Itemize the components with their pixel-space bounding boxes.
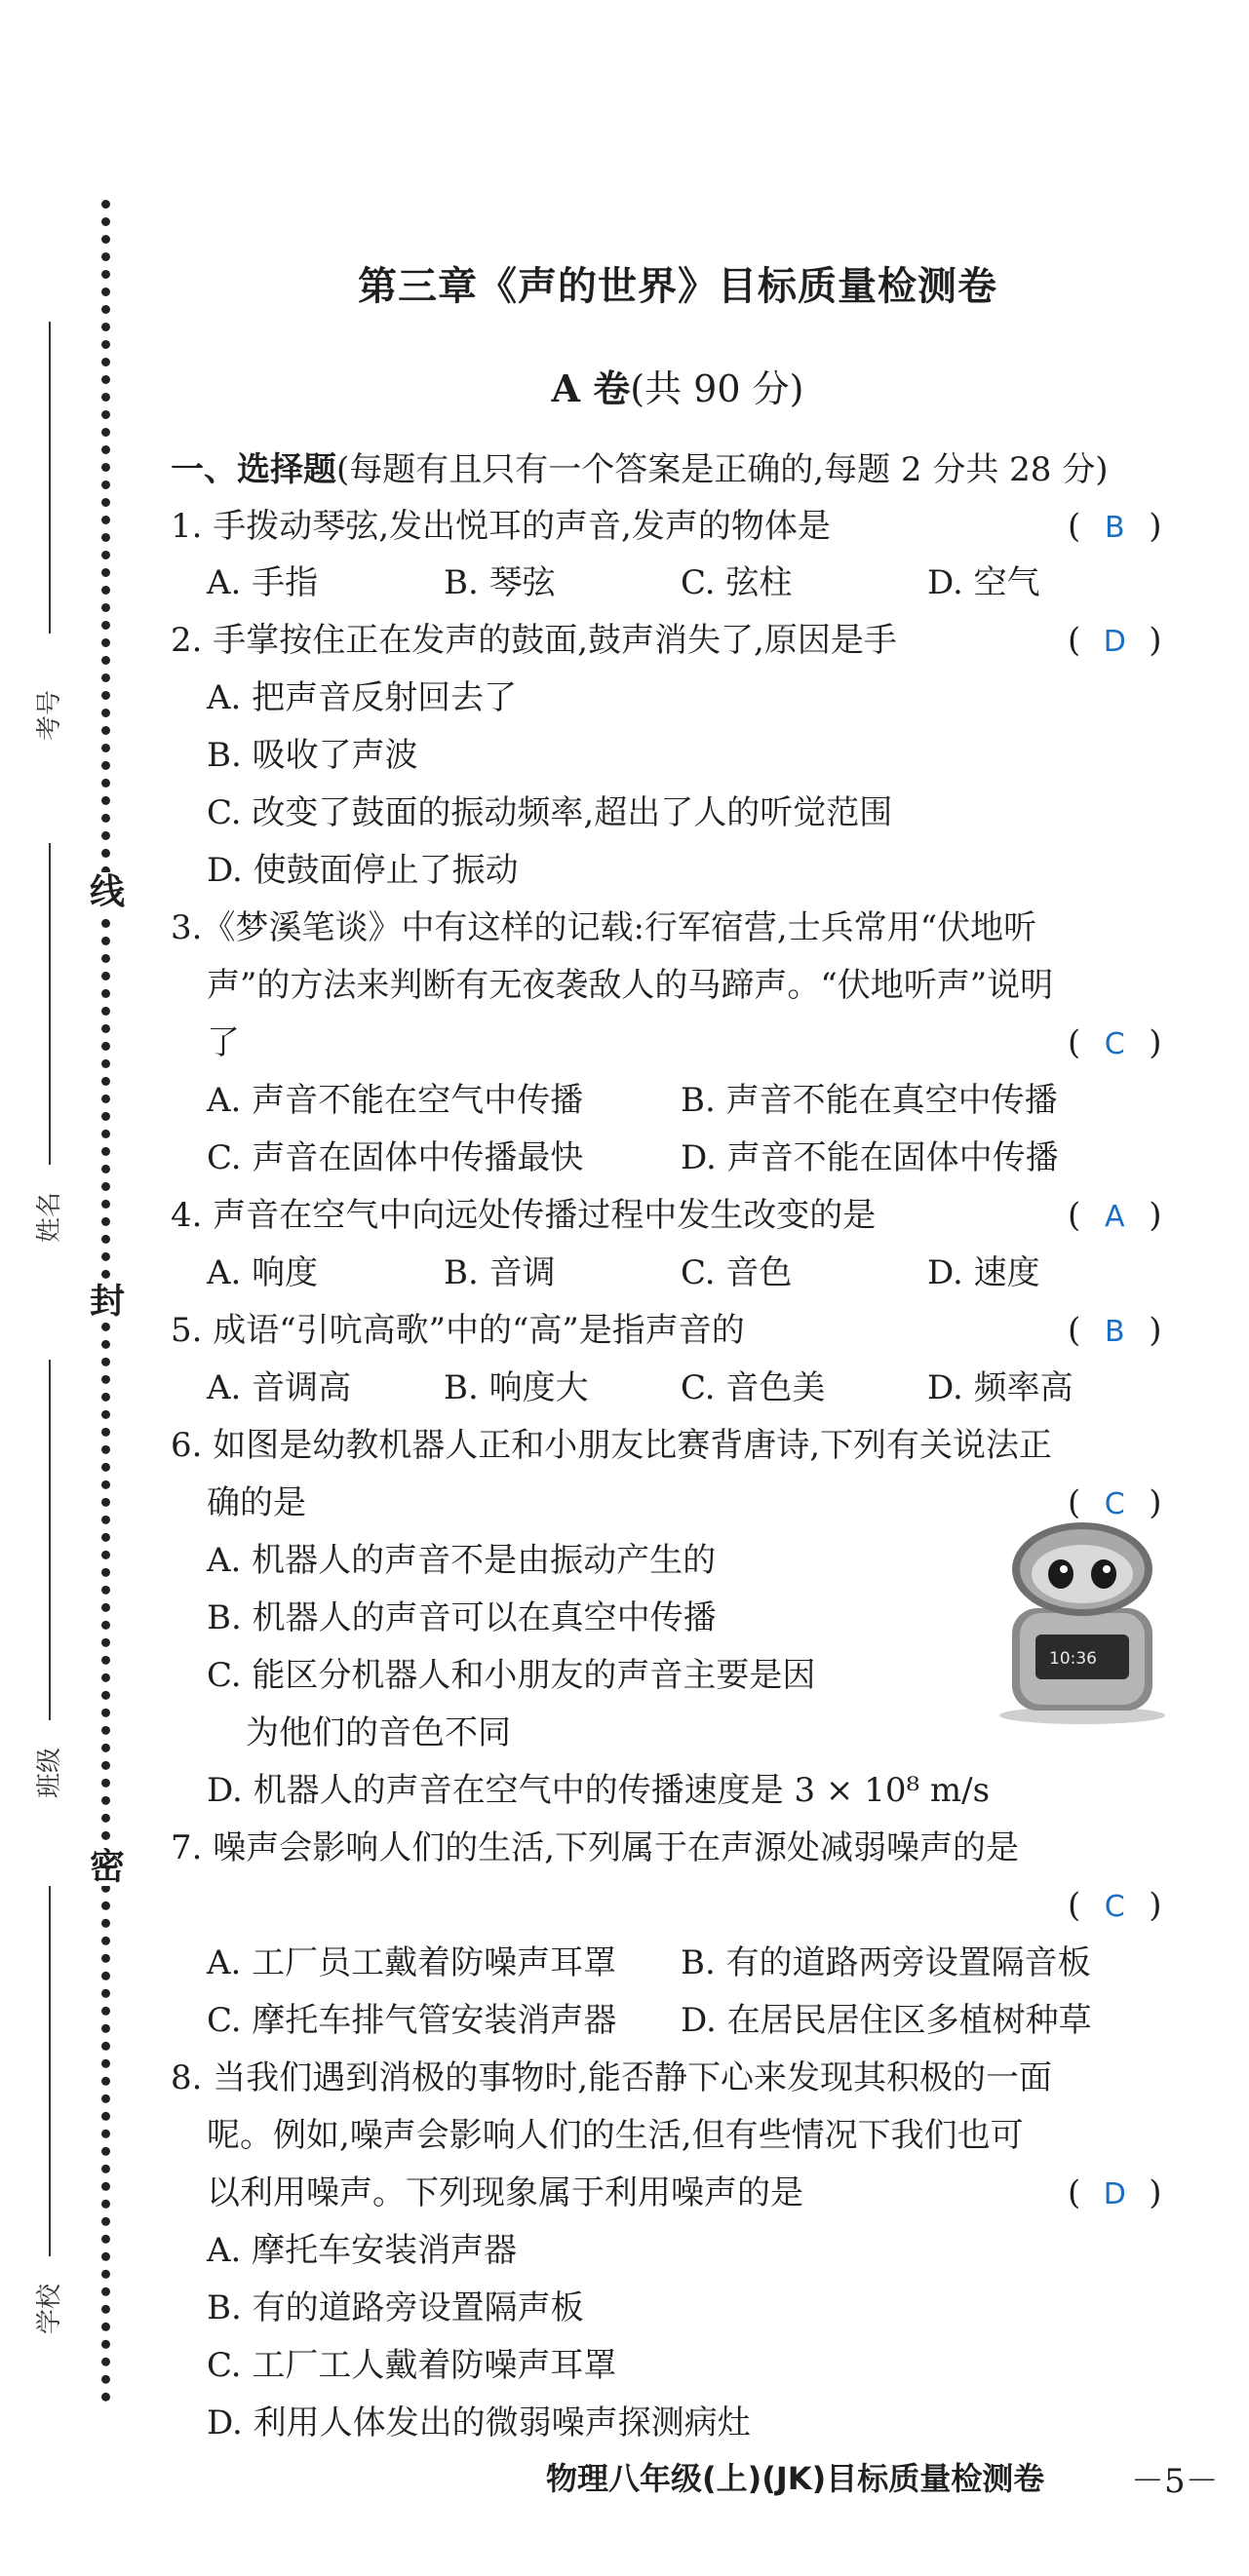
question-1-option-b: B. 琴弦: [444, 563, 556, 602]
question-4-option-a: A. 响度: [207, 1253, 319, 1292]
question-3-option-d: D. 声音不能在固体中传播: [681, 1138, 1059, 1177]
question-8-answer: ( D ): [1068, 2173, 1162, 2212]
question-2-option-a: A. 把声音反射回去了: [207, 678, 518, 717]
question-5-answer: ( B ): [1068, 1311, 1162, 1350]
question-7-answer: ( C ): [1068, 1886, 1162, 1925]
question-6-stem-line-1: 6. 如图是幼教机器人正和小朋友比赛背唐诗,下列有关说法正: [171, 1426, 1053, 1465]
question-3-stem-line-1: 3.《梦溪笔谈》中有这样的记载:行军宿营,士兵常用“伏地听: [171, 908, 1037, 947]
question-7-option-b: B. 有的道路两旁设置隔音板: [681, 1943, 1091, 1982]
page-number: －5－: [1131, 2462, 1219, 2501]
question-7-stem: 7. 噪声会影响人们的生活,下列属于在声源处减弱噪声的是: [171, 1828, 1020, 1867]
score-label: (共 90 分): [630, 367, 804, 410]
question-8-option-d: D. 利用人体发出的微弱噪声探测病灶: [207, 2403, 751, 2442]
question-3-option-b: B. 声音不能在真空中传播: [681, 1081, 1058, 1120]
question-1-option-c: C. 弦柱: [681, 563, 793, 602]
question-4-stem: 4. 声音在空气中向远处传播过程中发生改变的是: [171, 1196, 877, 1235]
seal-char-feng: 封: [89, 1281, 125, 1322]
question-8-stem-line-1: 8. 当我们遇到消极的事物时,能否静下心来发现其积极的一面: [171, 2058, 1053, 2097]
question-6-option-d: D. 机器人的声音在空气中的传播速度是 3 × 10⁸ m/s: [207, 1771, 991, 1810]
question-5-option-c: C. 音色美: [681, 1368, 826, 1407]
question-1-option-d: D. 空气: [927, 563, 1040, 602]
question-5-option-b: B. 响度大: [444, 1368, 589, 1407]
seal-char-xian: 线: [89, 871, 125, 912]
question-6-answer: ( C ): [1068, 1483, 1162, 1522]
question-2-option-d: D. 使鼓面停止了振动: [207, 851, 519, 890]
question-6-option-c: C. 能区分机器人和小朋友的声音主要是因: [207, 1656, 816, 1695]
question-6-option-c-cont: 为他们的音色不同: [246, 1713, 511, 1752]
question-4-answer: ( A ): [1068, 1196, 1162, 1235]
question-3-option-c: C. 声音在固体中传播最快: [207, 1138, 584, 1177]
question-8-option-c: C. 工厂工人戴着防噪声耳罩: [207, 2346, 617, 2385]
question-3-stem-line-2: 声”的方法来判断有无夜袭敌人的马蹄声。“伏地听声”说明: [207, 966, 1054, 1005]
question-1-stem: 1. 手拨动琴弦,发出悦耳的声音,发声的物体是: [171, 507, 831, 546]
question-1-option-a: A. 手指: [207, 563, 319, 602]
question-8-option-a: A. 摩托车安装消声器: [207, 2231, 518, 2270]
question-8-stem-line-2: 呢。例如,噪声会影响人们的生活,但有些情况下我们也可: [207, 2116, 1024, 2155]
question-2-option-b: B. 吸收了声波: [207, 736, 418, 775]
question-7-option-d: D. 在居民居住区多植树种草: [681, 2001, 1092, 2040]
question-3-stem-line-3: 了: [207, 1023, 240, 1062]
question-6-option-b: B. 机器人的声音可以在真空中传播: [207, 1598, 717, 1637]
question-4-option-b: B. 音调: [444, 1253, 556, 1292]
question-3-option-a: A. 声音不能在空气中传播: [207, 1081, 584, 1120]
section-heading: 一、选择题(每题有且只有一个答案是正确的,每题 2 分共 28 分): [171, 450, 1109, 489]
question-8-option-b: B. 有的道路旁设置隔声板: [207, 2288, 584, 2327]
question-5-option-a: A. 音调高: [207, 1368, 352, 1407]
question-6-stem-line-2: 确的是: [207, 1483, 306, 1522]
robot-illustration: [985, 1516, 1180, 1725]
question-4-option-d: D. 速度: [927, 1253, 1040, 1292]
question-3-answer: ( C ): [1068, 1023, 1162, 1062]
binding-margin: 线 封 密 考号 姓名 班级 学校: [0, 0, 156, 2576]
question-2-option-c: C. 改变了鼓面的振动频率,超出了人的听觉范围: [207, 793, 893, 832]
question-6-option-a: A. 机器人的声音不是由振动产生的: [207, 1541, 717, 1580]
question-8-stem-line-3: 以利用噪声。下列现象属于利用噪声的是: [207, 2173, 803, 2212]
exam-subtitle: [166, 359, 1190, 412]
question-5-option-d: D. 频率高: [927, 1368, 1073, 1407]
question-2-answer: ( D ): [1068, 621, 1162, 660]
robot-screen-time: 10:36: [1049, 1649, 1097, 1669]
question-1-answer: ( B ): [1068, 507, 1162, 546]
footer-title: 物理八年级(上)(JK)目标质量检测卷: [546, 2460, 1045, 2497]
exam-title: 第三章《声的世界》目标质量检测卷: [358, 263, 997, 309]
juan-label: A 卷: [551, 366, 631, 410]
seal-char-mi: 密: [89, 1846, 125, 1887]
question-7-option-a: A. 工厂员工戴着防噪声耳罩: [207, 1943, 617, 1982]
question-5-stem: 5. 成语“引吭高歌”中的“高”是指声音的: [171, 1311, 745, 1350]
question-7-option-c: C. 摩托车排气管安装消声器: [207, 2001, 617, 2040]
question-2-stem: 2. 手掌按住正在发声的鼓面,鼓声消失了,原因是手: [171, 621, 897, 660]
question-4-option-c: C. 音色: [681, 1253, 793, 1292]
